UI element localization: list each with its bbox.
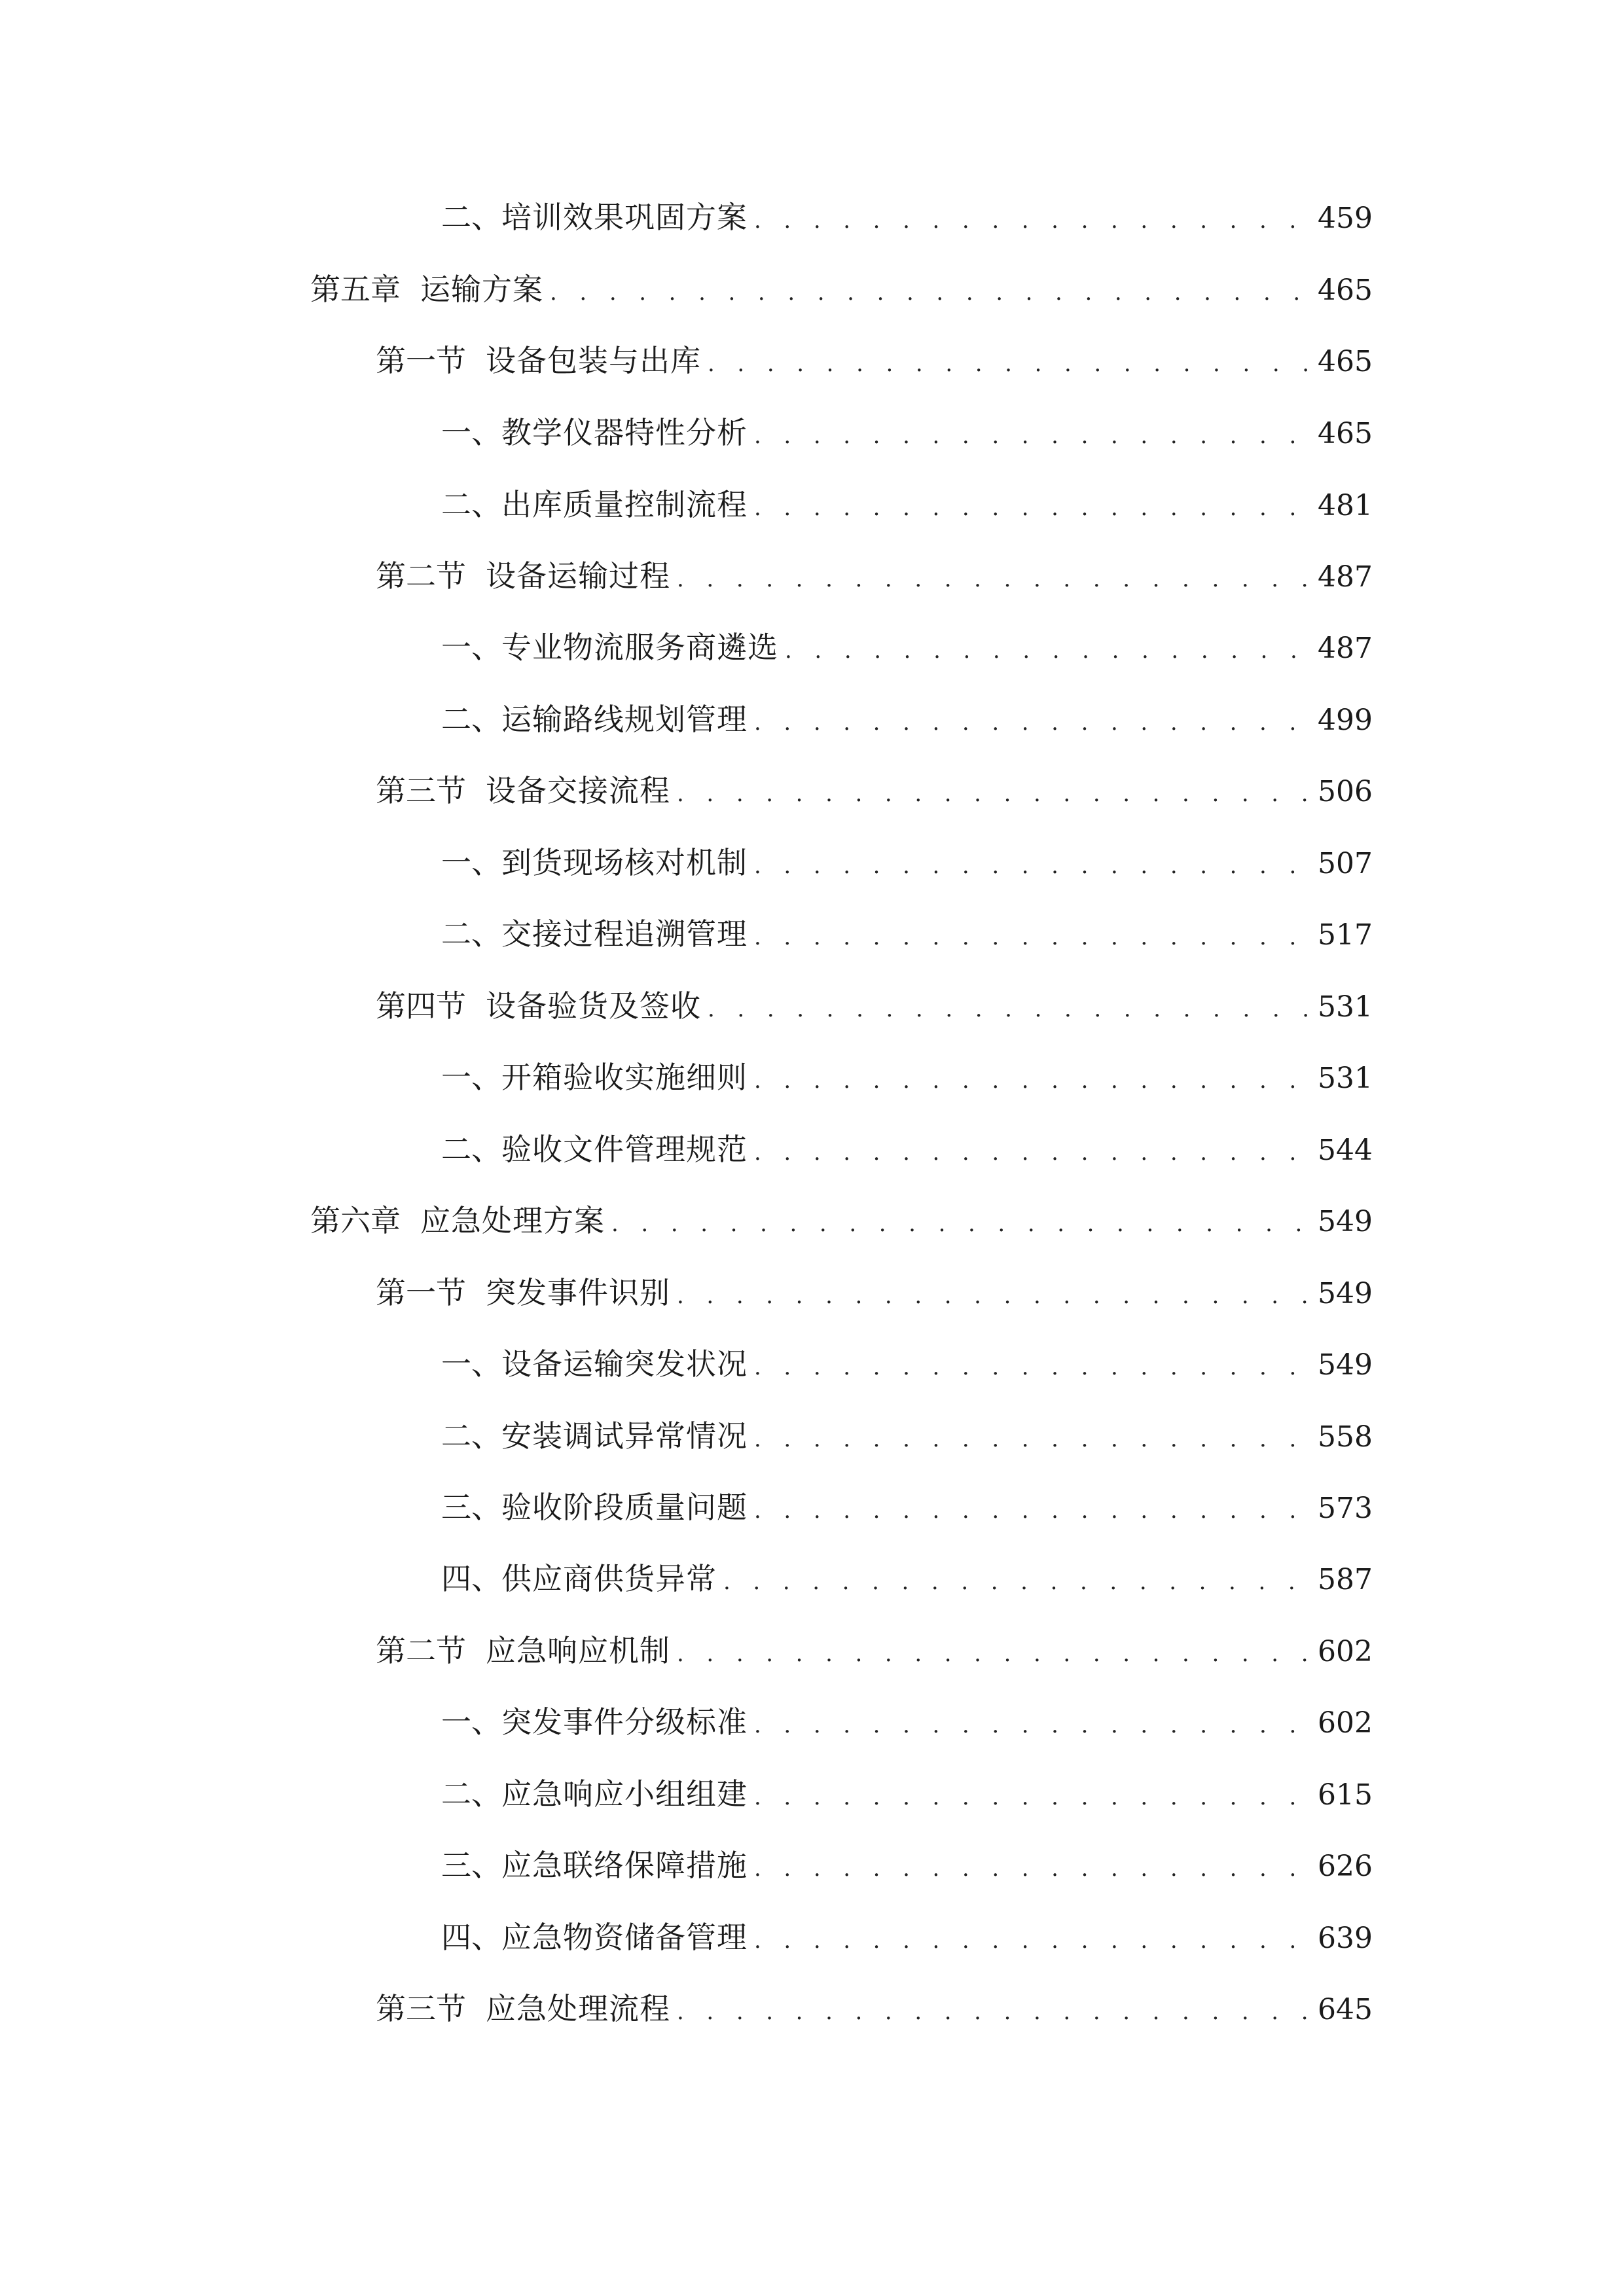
dot-leader: [708, 986, 1314, 1032]
toc-entry-page: 558: [1318, 1420, 1373, 1454]
toc-entry-page: 507: [1318, 847, 1373, 880]
toc-entry[interactable]: [441, 1914, 1373, 1960]
toc-entry-title: 验收阶段质量问题: [501, 1490, 748, 1525]
toc-entry[interactable]: [376, 338, 1373, 384]
dot-leader: [754, 1130, 1314, 1175]
toc-entry[interactable]: [441, 410, 1373, 456]
dot-leader: [754, 1846, 1314, 1892]
toc-entry-title: 验收文件管理规范: [501, 1132, 748, 1167]
toc-entry-number: 第一节: [376, 343, 466, 378]
dot-leader: [785, 628, 1314, 673]
toc-entry[interactable]: [376, 983, 1373, 1029]
toc-entry-title: 设备验货及签收: [486, 988, 701, 1024]
dot-leader: [754, 198, 1314, 243]
toc-entry-page: 587: [1318, 1563, 1373, 1596]
toc-entry[interactable]: [376, 768, 1373, 814]
dot-leader: [677, 556, 1314, 602]
toc-entry-page: 615: [1318, 1778, 1373, 1812]
toc-entry-page: 506: [1318, 775, 1373, 808]
toc-entry[interactable]: [310, 1198, 1373, 1244]
toc-entry-title: 设备交接流程: [486, 773, 670, 808]
dot-leader: [754, 1918, 1314, 1964]
toc-entry-title: 应急处理方案: [420, 1203, 605, 1238]
toc-entry-number: 第四节: [376, 988, 466, 1024]
toc-entry[interactable]: [441, 1126, 1373, 1172]
toc-entry[interactable]: [441, 1556, 1373, 1602]
toc-entry-page: 459: [1318, 202, 1373, 235]
toc-entry-page: 465: [1318, 345, 1373, 378]
dot-leader: [754, 1344, 1314, 1390]
dot-leader: [677, 771, 1314, 817]
toc-entry-title: 运输方案: [420, 272, 543, 307]
toc-entry-page: 531: [1318, 990, 1373, 1024]
dot-leader: [754, 914, 1314, 960]
toc-entry-page: 645: [1318, 1993, 1373, 2026]
toc-entry-page: 465: [1318, 274, 1373, 307]
toc-entry-number: 第五章: [310, 272, 401, 307]
toc-entry-title: 运输路线规划管理: [501, 702, 748, 737]
dot-leader: [754, 1488, 1314, 1534]
toc-entry-number: 二、: [441, 1132, 501, 1167]
toc-entry-number: 第三节: [376, 1991, 466, 2026]
toc-entry[interactable]: [441, 696, 1373, 742]
toc-entry[interactable]: [376, 1628, 1373, 1674]
dot-leader: [677, 1631, 1314, 1677]
toc-entry[interactable]: [441, 1699, 1373, 1745]
toc-entry-title: 应急响应机制: [486, 1633, 670, 1668]
toc-entry-title: 应急联络保障措施: [501, 1848, 748, 1883]
toc-entry-number: 第六章: [310, 1203, 401, 1238]
toc-entry-title: 设备包装与出库: [486, 343, 701, 378]
toc-entry-title: 培训效果巩固方案: [501, 200, 748, 235]
toc-entry[interactable]: [441, 482, 1373, 528]
dot-leader: [754, 413, 1314, 459]
toc-entry-page: 531: [1318, 1062, 1373, 1095]
toc-entry[interactable]: [441, 194, 1373, 240]
dot-leader: [611, 1201, 1314, 1247]
dot-leader: [550, 270, 1314, 315]
dot-leader: [754, 700, 1314, 745]
toc-entry-title: 开箱验收实施细则: [501, 1060, 748, 1095]
toc-entry-number: 四、: [441, 1920, 501, 1955]
dot-leader: [754, 1416, 1314, 1462]
toc-entry-number: 一、: [441, 415, 501, 450]
toc-entry[interactable]: [441, 1842, 1373, 1888]
toc-entry[interactable]: [441, 1413, 1373, 1459]
toc-entry-number: 二、: [441, 1776, 501, 1812]
toc-entry-title: 设备运输突发状况: [501, 1346, 748, 1382]
toc-entry-title: 供应商供货异常: [501, 1561, 717, 1596]
toc-entry[interactable]: [376, 1986, 1373, 2032]
toc-entry-page: 487: [1318, 632, 1373, 665]
toc-entry-title: 安装调试异常情况: [501, 1418, 748, 1454]
toc-entry-page: 602: [1318, 1706, 1373, 1740]
toc-entry-page: 517: [1318, 918, 1373, 952]
toc-entry[interactable]: [441, 624, 1373, 670]
toc-entry-number: 二、: [441, 702, 501, 737]
toc-entry-page: 487: [1318, 560, 1373, 594]
toc-entry[interactable]: [376, 553, 1373, 599]
toc-entry-title: 到货现场核对机制: [501, 845, 748, 880]
toc-entry-number: 三、: [441, 1490, 501, 1525]
toc-entry[interactable]: [441, 1771, 1373, 1817]
toc-entry-title: 突发事件识别: [486, 1275, 670, 1310]
toc-entry-title: 应急物资储备管理: [501, 1920, 748, 1955]
toc-entry-number: 二、: [441, 487, 501, 522]
dot-leader: [754, 843, 1314, 889]
toc-entry-number: 二、: [441, 200, 501, 235]
toc-entry[interactable]: [441, 1054, 1373, 1100]
toc-entry-page: 544: [1318, 1134, 1373, 1167]
dot-leader: [723, 1559, 1314, 1605]
toc-entry-number: 第一节: [376, 1275, 466, 1310]
toc-entry-title: 应急响应小组组建: [501, 1776, 748, 1812]
toc-entry-number: 一、: [441, 630, 501, 665]
toc-entry-page: 549: [1318, 1205, 1373, 1238]
toc-entry-number: 一、: [441, 1704, 501, 1740]
toc-entry-page: 549: [1318, 1348, 1373, 1382]
toc-entry-page: 499: [1318, 704, 1373, 737]
toc-entry[interactable]: [441, 911, 1373, 957]
toc-entry-title: 教学仪器特性分析: [501, 415, 748, 450]
toc-entry-number: 一、: [441, 1060, 501, 1095]
toc-entry-number: 二、: [441, 916, 501, 952]
toc-entry-number: 第三节: [376, 773, 466, 808]
toc-entry[interactable]: [376, 1270, 1373, 1316]
toc-entry-title: 应急处理流程: [486, 1991, 670, 2026]
dot-leader: [708, 341, 1314, 387]
toc-entry-title: 专业物流服务商遴选: [501, 630, 778, 665]
toc-entry[interactable]: [441, 1484, 1373, 1530]
toc-entry-title: 设备运输过程: [486, 558, 670, 594]
toc-entry-number: 第二节: [376, 1633, 466, 1668]
toc-entry-title: 交接过程追溯管理: [501, 916, 748, 952]
dot-leader: [754, 1058, 1314, 1103]
toc-entry-page: 573: [1318, 1492, 1373, 1525]
toc-entry-number: 四、: [441, 1561, 501, 1596]
dot-leader: [754, 1774, 1314, 1820]
toc-entry-page: 639: [1318, 1922, 1373, 1955]
toc-entry-number: 一、: [441, 1346, 501, 1382]
toc-entry-number: 二、: [441, 1418, 501, 1454]
toc-entry-title: 出库质量控制流程: [501, 487, 748, 522]
dot-leader: [754, 485, 1314, 531]
toc-entry[interactable]: [310, 266, 1373, 312]
toc-entry[interactable]: [441, 840, 1373, 886]
toc-entry-page: 465: [1318, 417, 1373, 450]
toc-entry-page: 602: [1318, 1635, 1373, 1668]
toc-entry[interactable]: [441, 1341, 1373, 1387]
dot-leader: [677, 1273, 1314, 1319]
toc-entry-number: 第二节: [376, 558, 466, 594]
toc-entry-page: 549: [1318, 1277, 1373, 1310]
toc-entry-page: 626: [1318, 1850, 1373, 1883]
dot-leader: [677, 1989, 1314, 2035]
toc-entry-number: 一、: [441, 845, 501, 880]
dot-leader: [754, 1702, 1314, 1748]
toc-entry-number: 三、: [441, 1848, 501, 1883]
toc-entry-page: 481: [1318, 489, 1373, 522]
toc-entry-title: 突发事件分级标准: [501, 1704, 748, 1740]
